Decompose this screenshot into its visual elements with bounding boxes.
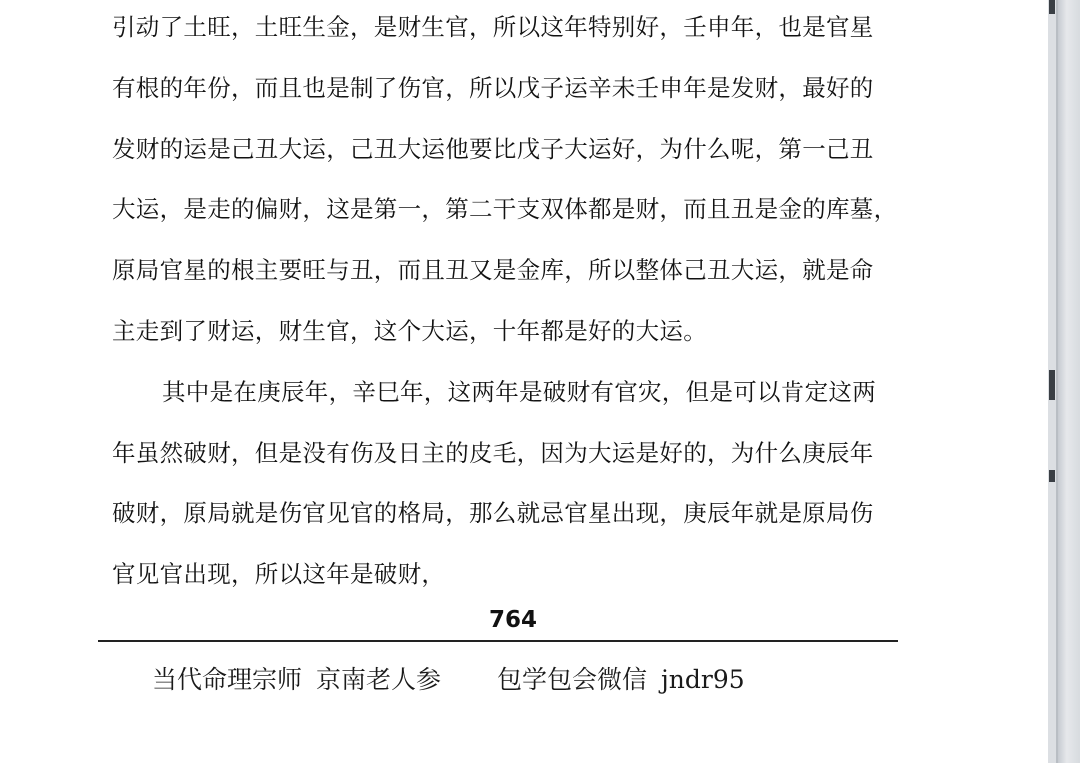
text-line: 主走到了财运，财生官，这个大运，十年都是好的大运。	[112, 316, 707, 345]
page-footer	[152, 660, 745, 696]
edge-line	[1056, 0, 1058, 763]
footer-wechat-id: jndr95	[661, 665, 745, 694]
text-line: 引动了土旺，土旺生金，是财生官，所以这年特别好，壬申年，也是官星	[112, 13, 874, 41]
page-number: 764	[488, 607, 537, 633]
text-line: 发财的运是己丑大运，己丑大运他要比戊子大运好，为什么呢，第一己丑	[112, 134, 874, 163]
text-line: 年虽然破财，但是没有伤及日主的皮毛，因为大运是好的，为什么庚辰年	[112, 438, 874, 467]
body-text	[112, 6, 932, 614]
footer-rule	[98, 640, 898, 642]
text-line-paragraph-start: 其中是在庚辰年，辛巳年，这两年是破财有官灾，但是可以肯定这两	[162, 377, 876, 406]
viewer-right-edge	[1048, 0, 1080, 763]
footer-author: 京南老人参	[316, 665, 442, 694]
footer-title: 当代命理宗师	[152, 665, 303, 694]
text-line: 大运，是走的偏财，这是第一，第二干支双体都是财，而且丑是金的库墓，	[112, 195, 898, 224]
edge-mark	[1049, 370, 1055, 400]
text-line: 破财，原局就是伤官见官的格局，那么就忌官星出现，庚辰年就是原局伤	[112, 499, 874, 528]
edge-shade	[1058, 0, 1080, 763]
text-line: 官见官出现，所以这年是破财，	[112, 560, 446, 589]
text-line: 原局官星的根主要旺与丑，而且丑又是金库，所以整体己丑大运，就是命	[112, 256, 874, 285]
edge-mark	[1049, 470, 1055, 482]
text-line: 有根的年份，而且也是制了伤官，所以戊子运辛未壬申年是发财，最好的	[112, 73, 874, 102]
footer-promo: 包学包会微信	[497, 665, 648, 694]
edge-mark	[1049, 0, 1055, 14]
